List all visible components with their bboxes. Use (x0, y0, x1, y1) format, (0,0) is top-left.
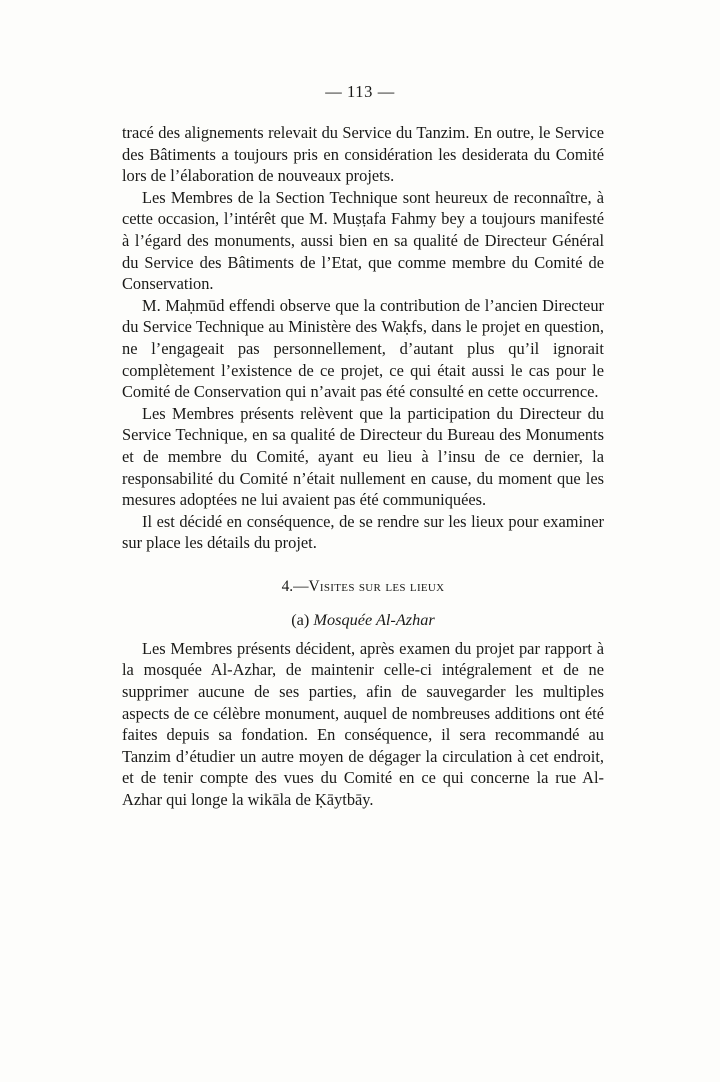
section-number: 4.— (281, 577, 309, 595)
paragraph-1: tracé des alignements relevait du Service du Tanzim. En outre, le Service des Bâtiments a toujours pris en considération les desiderata du Comité lors de l’élaboration de nouveaux projets. (122, 123, 604, 186)
paragraph-6: Les Membres présents décident, après examen du projet par rapport à la mosquée Al-Azhar, de maintenir celle-ci intégralement et de ne supprimer aucune de ses parties, afin de sauvegarder les multiples aspects de ce célèbre monument, auquel de nombreuses additions ont été faites depuis sa fondation. En conséquence, il sera recommandé au Tanzim d’étudier un autre moyen de dégager la circulation à cet endroit, et de tenir compte des vues du Comité en ce qui concerne la rue Al-Azhar qui longe la wikāla de Ḳāytbāy. (122, 638, 604, 810)
paragraph-4: Les Membres présents relèvent que la participation du Directeur du Service Technique, en sa qualité de Directeur du Bureau des Monuments et de membre du Comité, ayant eu lieu à l’insu de ce dernier, la responsabilité du Comité n’était nullement en cause, du moment que les mesures adoptées ne lui avaient pas été communiquées. (122, 403, 604, 510)
paragraph-5: Il est décidé en conséquence, de se rendre sur les lieux pour examiner sur place les détails du projet. (122, 511, 604, 553)
paragraph-3: M. Maḥmūd effendi observe que la contribution de l’ancien Directeur du Service Technique au Ministère des Waḳfs, dans le projet en question, ne l’engageait pas personnellement, d’autant plus qu’il ignorait complètement l’existence de ce projet, ce qui était aussi le cas pour le Comité de Conservation qui n’avait pas été consulté en cette occurrence. (122, 295, 604, 402)
page-number: — 113 — (325, 82, 395, 101)
page-body (122, 122, 604, 811)
subsection-label: (a) (291, 609, 310, 629)
section-heading (122, 578, 604, 596)
paragraph-2: Les Membres de la Section Technique sont heureux de reconnaître, à cette occasion, l’intérêt que M. Muṣṭafa Fahmy bey a toujours manifesté à l’égard des monuments, aussi bien en sa qualité de Directeur Général du Service des Bâtiments de l’Etat, que comme membre du Comité de Conservation. (122, 187, 604, 294)
subsection-title: Mosquée Al-Azhar (313, 609, 435, 629)
section-title: Visites sur les lieux (308, 577, 445, 595)
subsection-heading (122, 610, 604, 630)
